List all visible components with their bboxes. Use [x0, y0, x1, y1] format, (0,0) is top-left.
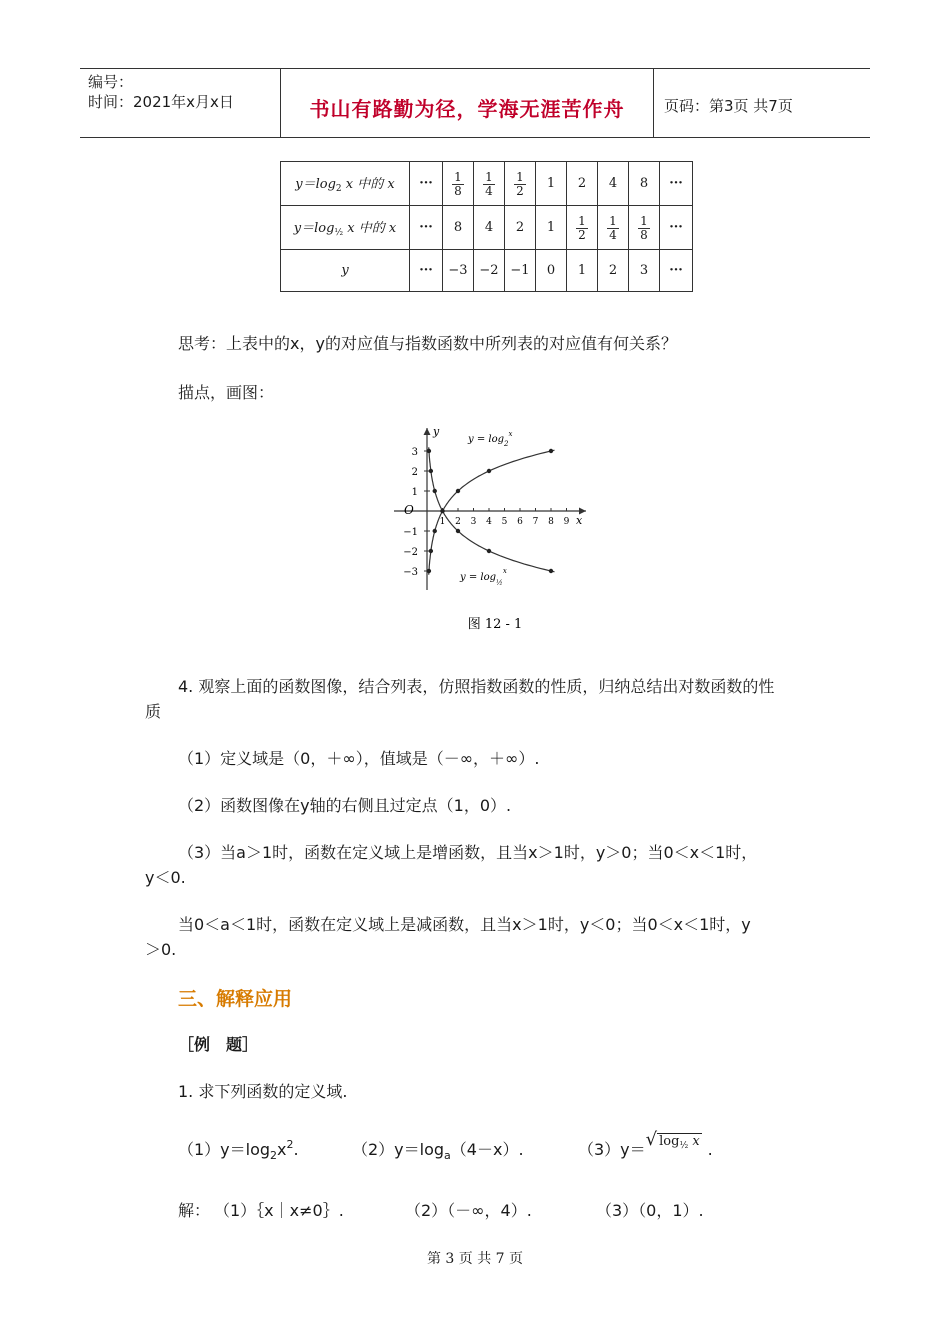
x-tick-label: 2	[455, 517, 461, 527]
x-axis-label: x	[576, 514, 583, 527]
number-label: 编号：	[88, 73, 134, 91]
point-log2	[549, 449, 553, 453]
property-3-line1: （3）当a＞1时，函数在定义域上是增函数，且当x＞1时，y＞0；当0＜x＜1时，	[178, 843, 758, 862]
y-tick-label: −2	[403, 547, 418, 558]
header-page-cell	[654, 69, 870, 137]
answer-1: （1）｛x｜x≠0｝.	[214, 1201, 344, 1220]
table-cell: $\frac{1}{8}$	[443, 162, 474, 206]
table-cell: 3	[629, 250, 660, 292]
property-4-line1: 当0＜a＜1时，函数在定义域上是减函数，且当x＞1时，y＜0；当0＜x＜1时，y	[178, 915, 751, 934]
row-label-loghalf: $y=\log_{\frac{1}{2}}$ x 中的 x	[281, 206, 410, 250]
time-label: 时间：2021年x月x日	[88, 93, 234, 111]
sub-question-3: （3）y＝√ $\log_{\frac{1}{2}} x$ .	[578, 1129, 713, 1159]
property-1: （1）定义域是（0，＋∞），值域是（－∞，＋∞）.	[178, 749, 540, 768]
section3-heading: 三、解释应用	[178, 988, 293, 1010]
sub-question-1: $(1)y=\log_2x^2$.	[178, 1138, 299, 1162]
point-loghalf	[487, 549, 491, 553]
table-cell: −2	[474, 250, 505, 292]
x-tick-label: 3	[470, 517, 477, 527]
table-cell: 2	[505, 206, 536, 250]
example-label: ［例 题］	[178, 1035, 259, 1054]
table-cell: $\frac{1}{8}$	[629, 206, 660, 250]
table-cell: $\frac{1}{2}$	[505, 162, 536, 206]
y-axis-label: y	[433, 425, 440, 438]
table-cell: 8	[443, 206, 474, 250]
x-tick-label: 1	[439, 517, 446, 527]
ellipsis-cell: ···	[660, 250, 693, 292]
ellipsis-cell: ···	[660, 206, 693, 250]
table-cell: 2	[567, 162, 598, 206]
table-cell: $\frac{1}{4}$	[598, 206, 629, 250]
point-loghalf	[429, 469, 433, 473]
table-cell: −1	[505, 250, 536, 292]
property-3-line2: y＜0.	[145, 868, 186, 887]
y-tick-label: −3	[403, 567, 418, 578]
point-log2	[427, 569, 431, 573]
x-tick-label: 6	[517, 517, 523, 527]
header-meta-cell	[80, 69, 281, 137]
row-label-y: y	[281, 250, 410, 292]
point-log2	[456, 489, 460, 493]
point-loghalf	[427, 449, 431, 453]
x-tick-label: 9	[563, 517, 570, 527]
section4-intro-line1: 4. 观察上面的函数图像，结合列表，仿照指数函数的性质，归纳总结出对数函数的性	[178, 677, 775, 696]
table-cell: 8	[629, 162, 660, 206]
page-footer: 第 3 页 共 7 页	[426, 1251, 524, 1267]
point-loghalf	[549, 569, 553, 573]
page-header	[80, 68, 870, 138]
curve2-label: $y = \log_{\frac{1}{2}}^x$	[460, 567, 507, 587]
answer-3: （3）（0，1）.	[596, 1201, 704, 1220]
origin-label: O	[404, 503, 414, 517]
table-cell: 1	[567, 250, 598, 292]
plot-label: 描点，画图：	[178, 383, 275, 402]
x-tick-label: 8	[548, 517, 554, 527]
point-loghalf	[433, 489, 437, 493]
point-loghalf	[440, 509, 444, 513]
ellipsis-cell: ···	[410, 162, 443, 206]
y-tick-label: 3	[411, 447, 418, 458]
y-tick-label: −1	[403, 527, 418, 538]
table-cell: 2	[598, 250, 629, 292]
table-row	[281, 162, 693, 206]
table-cell: 4	[474, 206, 505, 250]
property-4-line2: ＞0.	[145, 940, 177, 959]
answer-label: 解：	[178, 1201, 211, 1220]
figure-caption: 图 12 - 1	[467, 617, 523, 632]
table-cell: $\frac{1}{4}$	[474, 162, 505, 206]
page-info: 页码：第3页 共7页	[664, 97, 793, 115]
property-2: （2）函数图像在y轴的右侧且过定点（1，0）.	[178, 796, 512, 815]
x-tick-label: 5	[501, 517, 508, 527]
ellipsis-cell: ···	[410, 206, 443, 250]
table-cell: 4	[598, 162, 629, 206]
log-function-figure	[390, 420, 600, 640]
motto: 书山有路勤为径，学海无涯苦作舟	[309, 97, 625, 121]
curve1-label: $y = \log_2^x$	[468, 430, 513, 448]
table-cell: $\frac{1}{2}$	[567, 206, 598, 250]
point-loghalf	[456, 529, 460, 533]
point-log2	[487, 469, 491, 473]
table-cell: 0	[536, 250, 567, 292]
think-question: 思考：上表中的x，y的对应值与指数函数中所列表的对应值有何关系？	[178, 334, 677, 353]
section4-intro-line2: 质	[145, 702, 162, 721]
table-cell: −3	[443, 250, 474, 292]
x-tick-label: 7	[532, 517, 539, 527]
table-cell: 1	[536, 162, 567, 206]
curve-log2	[429, 450, 555, 575]
point-log2	[433, 529, 437, 533]
table-row	[281, 250, 693, 292]
ellipsis-cell: ···	[660, 162, 693, 206]
sub-question-2: $(2)y=\log_a(4-x)$.	[352, 1140, 524, 1162]
table-cell: 1	[536, 206, 567, 250]
ellipsis-cell: ···	[410, 250, 443, 292]
y-tick-label: 1	[411, 487, 418, 498]
y-tick-label: 2	[411, 467, 418, 478]
table-row	[281, 206, 693, 250]
value-table	[280, 161, 693, 292]
x-tick-label: 4	[486, 517, 492, 527]
question-1: 1. 求下列函数的定义域.	[178, 1082, 348, 1101]
header-motto-cell	[281, 69, 654, 137]
answer-2: （2）（－∞，4）.	[405, 1201, 532, 1220]
row-label-log2: $y=\log_2$ x 中的 x	[281, 162, 410, 206]
point-log2	[429, 549, 433, 553]
